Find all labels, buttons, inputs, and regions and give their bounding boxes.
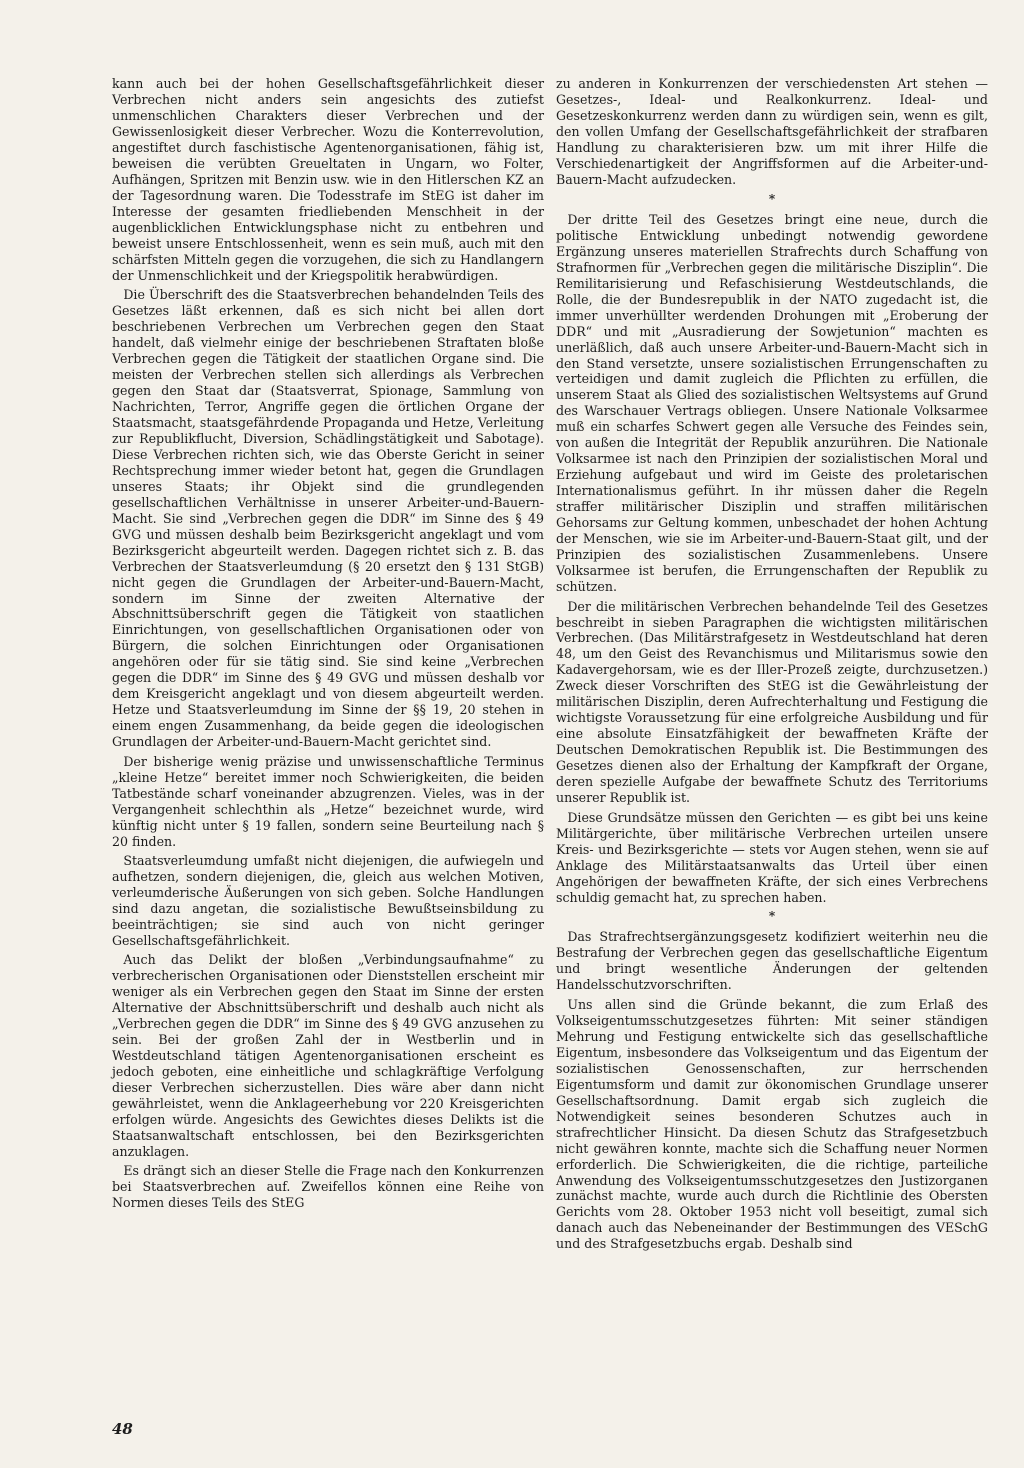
paragraph: Der bisherige wenig präzise und unwissenschaftliche Terminus „kleine Hetze“ bereitet immer noch Schwierigkeiten, die beiden Tatbestände scharf voneinander abzugrenzen. Vieles, was in der Vergangenheit schlechthin als „Hetze“ bezeichnet wurde, wird künftig nicht unter § 19 fallen, sondern seine Beurteilung nach § 20 finden. [112, 753, 544, 849]
paragraph: Uns allen sind die Gründe bekannt, die zum Erlaß des Volkseigentumsschutzgesetzes führten: Mit seiner ständigen Mehrung und Festigung entwickelte sich das gesellschaftliche Eigentum, insbesondere das Volkseigentum und das Eigentum der sozialistischen Genossenschaften, zur herrschenden Eigentumsform und damit zur ökonomischen Grundlage unserer Gesellschaftsordnung. Damit ergab sich zugleich die Notwendigkeit seines besonderen Schutzes auch in strafrechtlicher Hinsicht. Da diesen Schutz das Strafgesetzbuch nicht gewähren konnte, machte sich die Schaffung neuer Normen erforderlich. Die Schwierigkeiten, die die richtige, parteiliche Anwendung des Volkseigentumsschutzgesetzes den Justizorganen zunächst machte, wurde auch durch die Richtlinie des Obersten Gerichts vom 28. Oktober 1953 nicht voll beseitigt, zumal sich danach auch das Nebeneinander der Bestimmungen des VESchG und des Strafgesetzbuchs ergab. Deshalb sind [556, 996, 988, 1252]
paragraph: Der dritte Teil des Gesetzes bringt eine neue, durch die politische Entwicklung unbedingt notwendig gewordene Ergänzung unseres materiellen Strafrechts durch Schaffung von Strafnormen für „Verbrechen gegen die militärische Disziplin“. Die Remilitarisierung und Refaschisierung Westdeutschlands, die Rolle, die der Bundesrepublik in der NATO zugedacht ist, die immer unverhüllter werdenden Drohungen mit „Eroberung der DDR“ und mit „Ausradierung der Sowjetunion“ machten es unerläßlich, daß auch unsere Arbeiter-und-Bauern-Macht sich in den Stand versetzte, unsere sozialistischen Errungenschaften zu verteidigen und damit zugleich die Pflichten zu erfüllen, die unserem Staat als Glied des sozialistischen Weltsystems auf Grund des Warschauer Vertrags obliegen. Unsere Nationale Volksarmee muß ein scharfes Schwert gegen alle Versuche des Feindes sein, von außen die Integrität der Republik anzurühren. Die Nationale Volksarmee ist nach den Prinzipien der sozialistischen Moral und Erziehung aufgebaut und wird im Geiste des proletarischen Internationalismus geführt. In ihr müssen daher die Regeln straffer militärischer Disziplin und straffen militärischen Gehorsams zur Geltung kommen, unbeschadet der hohen Achtung der Menschen, wie sie im Arbeiter-und-Bauern-Staat gilt, und der Prinzipien des sozialistischen Zusammenlebens. Unsere Volksarmee ist berufen, die Errungenschaften der Republik zu schützen. [556, 211, 988, 595]
paragraph: zu anderen in Konkurrenzen der verschiedensten Art stehen — Gesetzes-, Ideal- und Realkonkurrenz. Ideal- und Gesetzeskonkurrenz werden dann zu würdigen sein, wenn es gilt, den vollen Umfang der Gesellschaftsgefährlichkeit der strafbaren Handlung zu charakterisieren bzw. um mit ihrer Hilfe die Verschiedenartigkeit der Angriffsformen auf die Arbeiter-und-Bauern-Macht aufzudecken. [556, 76, 988, 187]
paragraph: kann auch bei der hohen Gesellschaftsgefährlichkeit dieser Verbrechen nicht anders sein angesichts des zutiefst unmenschlichen Charakters dieser Verbrechen und der Gewissenlosigkeit dieser Verbrecher. Wozu die Konterrevolution, angestiftet durch faschistische Agentenorganisationen, fähig ist, beweisen die verübten Greueltaten in Ungarn, wo Folter, Aufhängen, Spritzen mit Benzin usw. wie in den Hitlerschen KZ an der Tagesordnung waren. Die Todesstrafe im StEG ist daher im Interesse der gesamten friedliebenden Menschheit in der augenblicklichen Entwicklungsphase nicht zu entbehren und beweist unsere Entschlossenheit, wenn es sein muß, auch mit den schärfsten Mitteln gegen die vorzugehen, die sich zu Handlangern der Unmenschlichkeit und der Kriegspolitik herabwürdigen. [112, 76, 544, 283]
page-number: 48 [112, 1420, 133, 1438]
paragraph: Staatsverleumdung umfaßt nicht diejenigen, die aufwiegeln und aufhetzen, sondern diejenigen, die, gleich aus welchen Motiven, verleumderische Äußerungen von sich geben. Solche Handlungen sind dazu angetan, die sozialistische Bewußtseinsbildung zu beeinträchtigen; sie sind auch von nicht geringer Gesellschaftsgefährlichkeit. [112, 853, 544, 948]
paragraph: Die Überschrift des die Staatsverbrechen behandelnden Teils des Gesetzes läßt erkennen, daß es sich nicht bei allen dort beschriebenen Verbrechen um Verbrechen gegen den Staat handelt, daß vielmehr einige der beschriebenen Straftaten bloße Verbrechen gegen die Tätigkeit der staatlichen Organe sind. Die meisten der Verbrechen stellen sich allerdings als Verbrechen gegen den Staat dar (Staatsverrat, Spionage, Sammlung von Nachrichten, Terror, Angriffe gegen die örtlichen Organe der Staatsmacht, staatsgefährdende Propaganda und Hetze, Verleitung zur Republikflucht, Diversion, Schädlingstätigkeit und Sabotage). Diese Verbrechen richten sich, wie das Oberste Gericht in seiner Rechtsprechung immer wieder betont hat, gegen die Grundlagen unseres Staats; ihr Objekt sind die grundlegenden gesellschaftlichen Verhältnisse in unserer Arbeiter-und-Bauern-Macht. Sie sind „Verbrechen gegen die DDR“ im Sinne des § 49 GVG und müssen deshalb beim Bezirksgericht angeklagt und vom Bezirksgericht abgeurteilt werden. Dagegen richtet sich z. B. das Verbrechen der Staatsverleumdung (§ 20 ersetzt den § 131 StGB) nicht gegen die Grundlagen der Arbeiter-und-Bauern-Macht, sondern im Sinne der zweiten Alternative der Abschnittsüberschrift gegen die Tätigkeit von staatlichen Einrichtungen, von gesellschaftlichen Organisationen oder von Bürgern, die solchen Einrichtungen oder Organisationen angehören oder für sie tätig sind. Sie sind keine „Verbrechen gegen die DDR“ im Sinne des § 49 GVG und müssen deshalb vor dem Kreisgericht angeklagt und von diesem abgeurteilt werden. Hetze und Staatsverleumdung im Sinne der §§ 19, 20 stehen in einem engen Zusammenhang, da beide gegen die ideologischen Grundlagen der Arbeiter-und-Bauern-Macht gerichtet sind. [112, 287, 544, 750]
paragraph: Das Strafrechtsergänzungsgesetz kodifiziert weiterhin neu die Bestrafung der Verbrechen gegen das gesellschaftliche Eigentum und bringt wesentliche Änderungen der geltenden Handelsschutzvorschriften. [556, 929, 988, 993]
paragraph: Auch das Delikt der bloßen „Verbindungsaufnahme“ zu verbrecherischen Organisationen oder Dienststellen erscheint mir weniger als ein Verbrechen gegen den Staat im Sinne der ersten Alternative der Abschnittsüberschrift und deshalb auch nicht als „Verbrechen gegen die DDR“ im Sinne des § 49 GVG anzusehen zu sein. Bei der großen Zahl der in Westberlin und in Westdeutschland tätigen Agentenorganisationen erscheint es jedoch geboten, eine einheitliche und schlagkräftige Verfolgung dieser Verbrechen sicherzustellen. Dies wäre aber dann nicht gewährleistet, wenn die Anklageerhebung vor 220 Kreisgerichten erfolgen würde. Angesichts des Gewichtes dieses Delikts ist die Staatsanwaltschaft entschlossen, bei den Bezirksgerichten anzuklagen. [112, 952, 544, 1159]
left-column [112, 76, 544, 1215]
section-separator-asterisk: * [768, 191, 776, 206]
right-column [556, 76, 988, 1256]
paragraph: Der die militärischen Verbrechen behandelnde Teil des Gesetzes beschreibt in sieben Paragraphen die wichtigsten militärischen Verbrechen. (Das Militärstrafgesetz in Westdeutschland hat deren 48, um den Geist des Revanchismus und Militarismus sowie den Kadavergehorsam, wie es der Iller-Prozeß zeigte, durchzusetzen.) Zweck dieser Vorschriften des StEG ist die Gewährleistung der militärischen Disziplin, deren Aufrechterhaltung und Festigung die wichtigste Voraussetzung für eine erfolgreiche Ausbildung und für eine absolute Einsatzfähigkeit der bewaffneten Kräfte der Deutschen Demokratischen Republik ist. Die Bestimmungen des Gesetzes dienen also der Erhaltung der Kampfkraft der Organe, deren spezielle Aufgabe der bewaffnete Schutz des Territoriums unserer Republik ist. [556, 598, 988, 806]
paragraph: Es drängt sich an dieser Stelle die Frage nach den Konkurrenzen bei Staatsverbrechen auf. Zweifellos können eine Reihe von Normen dieses Teils des StEG [112, 1163, 544, 1211]
section-separator-asterisk: * [768, 909, 776, 924]
paragraph: Diese Grundsätze müssen den Gerichten — es gibt bei uns keine Militärgerichte, über militärische Verbrechen urteilen unsere Kreis- und Bezirksgerichte — stets vor Augen stehen, wenn sie auf Anklage des Militärstaatsanwalts das Urteil über einen Angehörigen der bewaffneten Kräfte, der sich eines Verbrechens schuldig gemacht hat, zu sprechen haben. [556, 809, 988, 905]
